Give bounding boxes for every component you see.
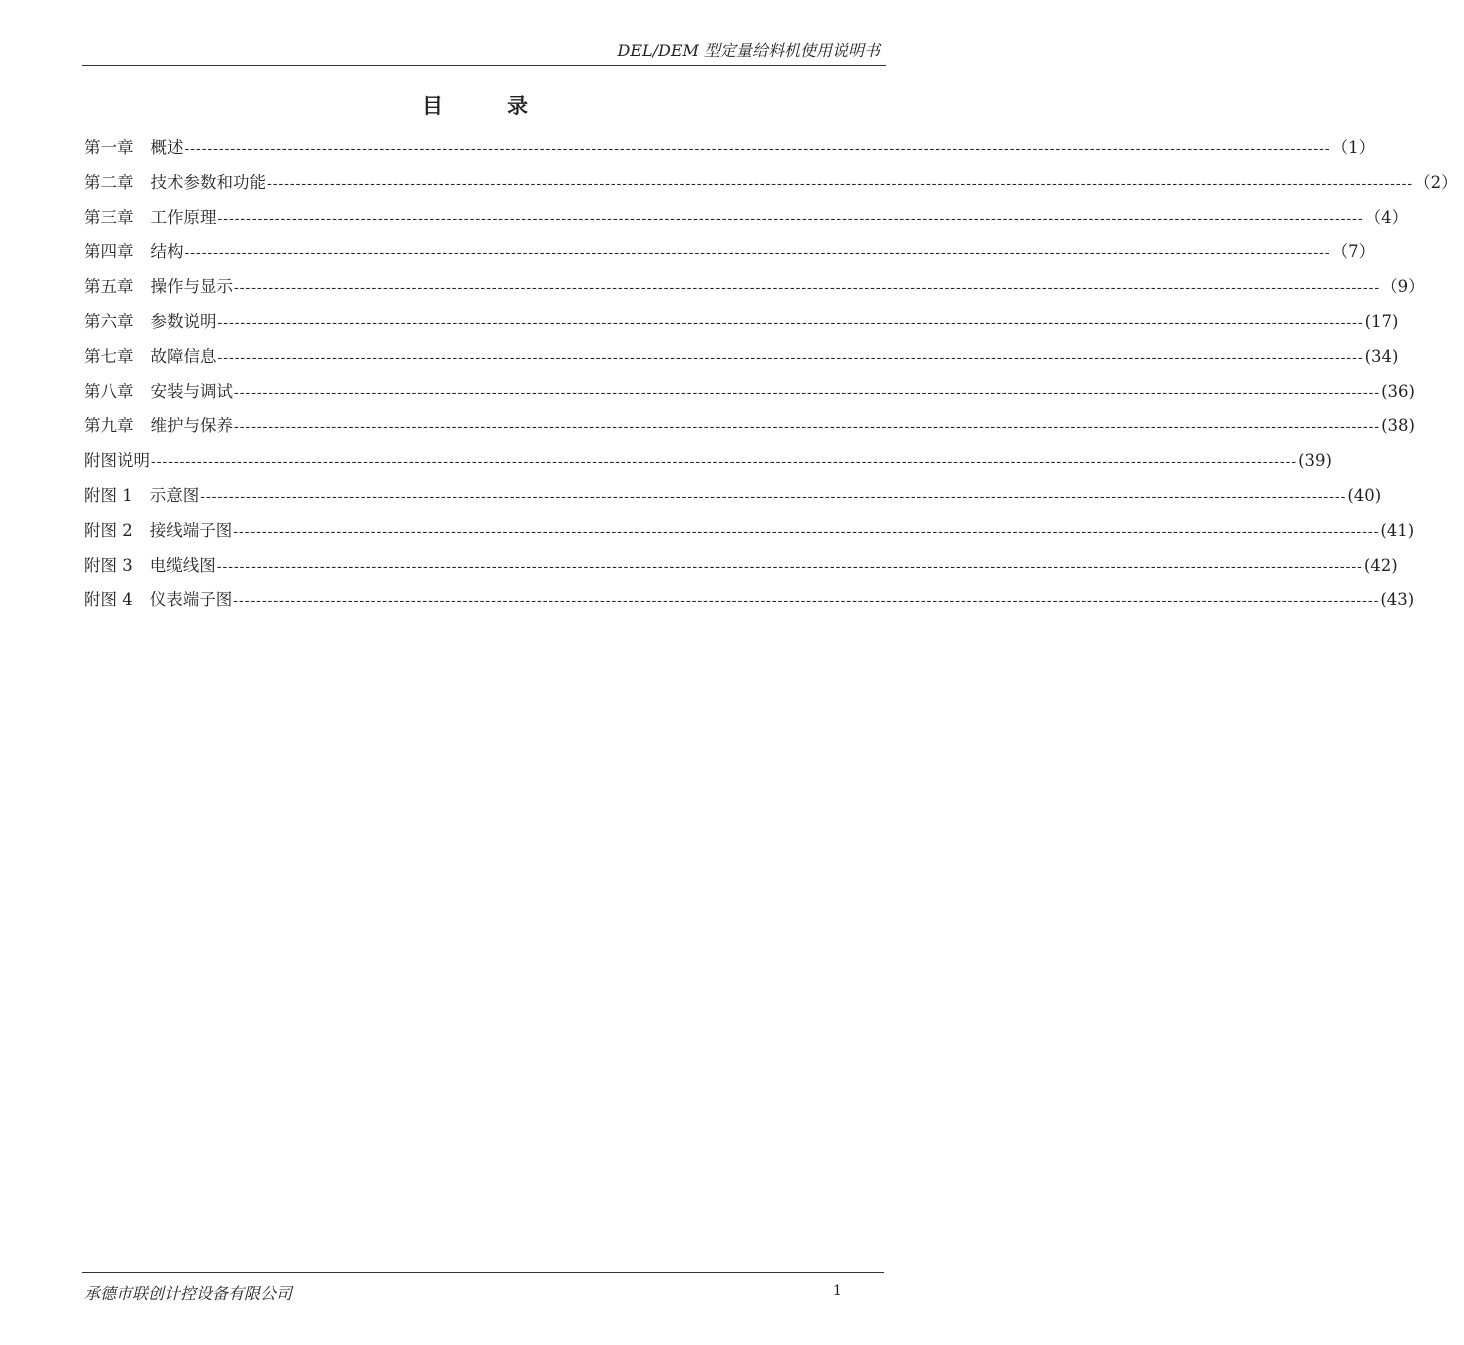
toc-entry[interactable] — [84, 305, 1399, 340]
table-of-contents — [84, 131, 1458, 618]
toc-entry-label: 第二章 技术参数和功能 — [84, 172, 266, 192]
toc-page-number: (34) — [1364, 346, 1399, 366]
toc-entry-label: 第五章 操作与显示 — [84, 277, 233, 297]
toc-page-number: (40) — [1347, 485, 1382, 505]
toc-page-number: (41) — [1380, 520, 1415, 540]
toc-leader: -------------------------------------------------------------------------------------------------------------------------------------------------------------------------------------------------------- — [267, 175, 1414, 192]
toc-entry-label: 附图 1 示意图 — [84, 485, 200, 505]
toc-page-number: (36) — [1381, 381, 1415, 401]
toc-entry[interactable] — [84, 479, 1382, 514]
toc-entry-label: 第一章 概述 — [84, 138, 184, 157]
footer-page-number: 1 — [833, 1283, 842, 1299]
toc-entry[interactable] — [84, 514, 1415, 549]
toc-page-number: (42) — [1363, 555, 1398, 575]
toc-leader: -------------------------------------------------------------------------------------------------------------------------------------------------------------------------------------------------------- — [184, 245, 1331, 262]
toc-entry-label: 附图说明 — [84, 451, 150, 471]
toc-leader: -------------------------------------------------------------------------------------------------------------------------------------------------------------------------------------------------------- — [216, 558, 1363, 575]
toc-page-number: (17) — [1364, 311, 1399, 331]
toc-entry[interactable] — [84, 131, 1376, 166]
footer-company-name: 承德市联创计控设备有限公司 — [84, 1284, 293, 1303]
toc-entry-label: 第四章 结构 — [84, 242, 184, 262]
document-header-title: DEL/DEM 型定量给料机使用说明书 — [617, 41, 880, 60]
toc-page-number: (39) — [1298, 451, 1332, 471]
toc-leader: -------------------------------------------------------------------------------------------------------------------------------------------------------------------------------------------------------- — [200, 488, 1347, 505]
toc-page-number: （7） — [1331, 242, 1376, 262]
toc-page-number: （1） — [1331, 138, 1376, 157]
toc-entry[interactable] — [84, 549, 1398, 584]
toc-entry[interactable] — [84, 201, 1409, 236]
toc-page-number: (38) — [1381, 416, 1415, 436]
toc-entry[interactable] — [84, 375, 1415, 410]
toc-entry-label: 附图 2 接线端子图 — [84, 520, 233, 540]
toc-entry-label: 第八章 安装与调试 — [84, 381, 233, 401]
toc-entry[interactable] — [84, 235, 1376, 270]
toc-page-number: (43) — [1380, 590, 1415, 610]
toc-entry-label: 第七章 故障信息 — [84, 346, 217, 366]
toc-leader: -------------------------------------------------------------------------------------------------------------------------------------------------------------------------------------------------------- — [234, 419, 1381, 436]
toc-entry-label: 附图 3 电缆线图 — [84, 555, 216, 575]
toc-entry-label: 第九章 维护与保养 — [84, 416, 233, 436]
toc-leader: -------------------------------------------------------------------------------------------------------------------------------------------------------------------------------------------------------- — [217, 349, 1364, 366]
toc-leader: -------------------------------------------------------------------------------------------------------------------------------------------------------------------------------------------------------- — [217, 210, 1364, 227]
toc-entry[interactable] — [84, 409, 1415, 444]
toc-page-number: （4） — [1364, 207, 1409, 227]
toc-entry-label: 第六章 参数说明 — [84, 311, 217, 331]
toc-entry[interactable] — [84, 340, 1399, 375]
toc-entry[interactable] — [84, 270, 1425, 305]
toc-leader: -------------------------------------------------------------------------------------------------------------------------------------------------------------------------------------------------------- — [217, 314, 1364, 331]
toc-entry[interactable] — [84, 166, 1458, 201]
toc-entry[interactable] — [84, 583, 1415, 618]
toc-entry-label: 第三章 工作原理 — [84, 207, 217, 227]
header-rule — [82, 65, 886, 66]
toc-page-number: （2） — [1414, 172, 1458, 192]
toc-leader: -------------------------------------------------------------------------------------------------------------------------------------------------------------------------------------------------------- — [234, 384, 1381, 401]
toc-leader: -------------------------------------------------------------------------------------------------------------------------------------------------------------------------------------------------------- — [151, 454, 1298, 471]
toc-entry-label: 附图 4 仪表端子图 — [84, 590, 233, 610]
toc-leader: -------------------------------------------------------------------------------------------------------------------------------------------------------------------------------------------------------- — [233, 593, 1380, 610]
toc-page-number: （9） — [1381, 277, 1425, 297]
footer-rule — [82, 1272, 884, 1273]
toc-title: 目录 — [422, 94, 592, 118]
toc-leader: -------------------------------------------------------------------------------------------------------------------------------------------------------------------------------------------------------- — [184, 141, 1331, 157]
toc-leader: -------------------------------------------------------------------------------------------------------------------------------------------------------------------------------------------------------- — [234, 280, 1381, 297]
toc-leader: -------------------------------------------------------------------------------------------------------------------------------------------------------------------------------------------------------- — [233, 523, 1380, 540]
toc-entry[interactable] — [84, 444, 1332, 479]
